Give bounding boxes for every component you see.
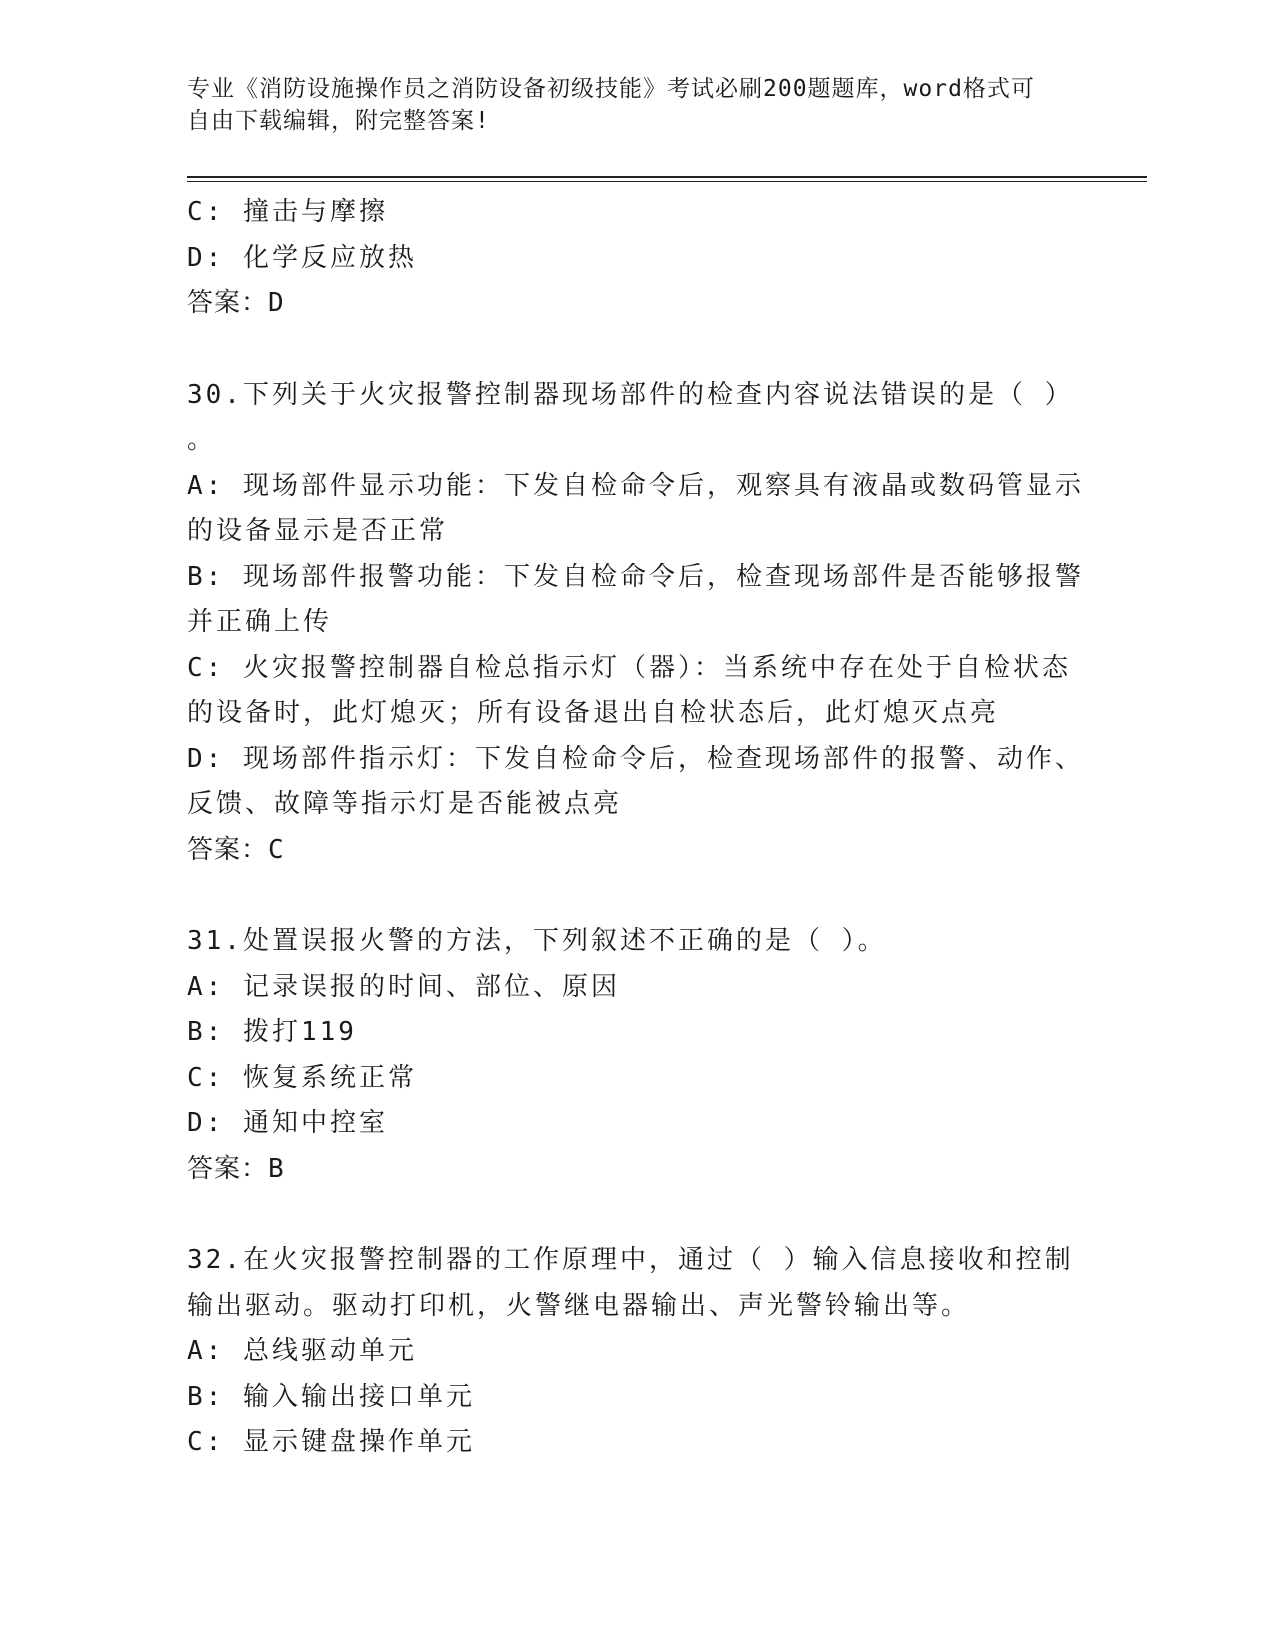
question-line: 30.下列关于火灾报警控制器现场部件的检查内容说法错误的是（ ）	[187, 379, 1074, 410]
question-line: B: 拨打119	[187, 1017, 357, 1047]
question-line: D: 现场部件指示灯：下发自检命令后，检查现场部件的报警、动作、	[187, 743, 1084, 774]
question-line: 的设备时，此灯熄灭；所有设备退出自检状态后，此灯熄灭点亮	[187, 698, 1000, 728]
block-spacer	[187, 1192, 1067, 1238]
header-line-2: 自由下载编辑，附完整答案!	[187, 108, 490, 134]
question-line: A: 记录误报的时间、部位、原因	[187, 971, 620, 1002]
question-line: 31.处置误报火警的方法，下列叙述不正确的是（ ）。	[187, 926, 887, 956]
document-header	[187, 73, 1067, 137]
answer-line: 答案：D	[187, 288, 285, 318]
question-line: C: 撞击与摩擦	[187, 197, 388, 227]
question-line: 。	[187, 425, 217, 455]
question-line: 并正确上传	[187, 607, 333, 637]
question-line: D: 化学反应放热	[187, 242, 417, 273]
block-spacer	[187, 327, 1067, 373]
question-block	[187, 373, 1084, 874]
question-line: 输出驱动。驱动打印机，火警继电器输出、声光警铃输出等。	[187, 1290, 971, 1321]
question-line: A: 总线驱动单元	[187, 1336, 417, 1366]
header-rule-thin	[187, 181, 1147, 182]
question-line: C: 火灾报警控制器自检总指示灯（器）：当系统中存在处于自检状态	[187, 652, 1071, 683]
question-line: C: 恢复系统正常	[187, 1062, 417, 1093]
question-line: A: 现场部件显示功能：下发自检命令后，观察具有液晶或数码管显示	[187, 470, 1084, 501]
question-block	[187, 190, 1067, 327]
question-block	[187, 919, 1067, 1192]
header-rule-thick	[187, 176, 1147, 178]
question-line: D: 通知中控室	[187, 1108, 388, 1138]
question-line: B: 输入输出接口单元	[187, 1381, 475, 1412]
answer-line: 答案：C	[187, 834, 285, 865]
question-line: B: 现场部件报警功能：下发自检命令后，检查现场部件是否能够报警	[187, 561, 1084, 592]
header-line-1: 专业《消防设施操作员之消防设备初级技能》考试必刷200题题库，word格式可	[187, 76, 1035, 102]
question-line: 反馈、故障等指示灯是否能被点亮	[187, 789, 623, 819]
question-line: C: 显示键盘操作单元	[187, 1427, 475, 1457]
question-line: 的设备显示是否正常	[187, 516, 449, 546]
question-content	[187, 190, 1084, 1466]
question-line: 32.在火灾报警控制器的工作原理中，通过（ ）输入信息接收和控制	[187, 1245, 1074, 1275]
question-block	[187, 1238, 1074, 1466]
block-spacer	[187, 873, 1067, 919]
answer-line: 答案：B	[187, 1153, 285, 1184]
